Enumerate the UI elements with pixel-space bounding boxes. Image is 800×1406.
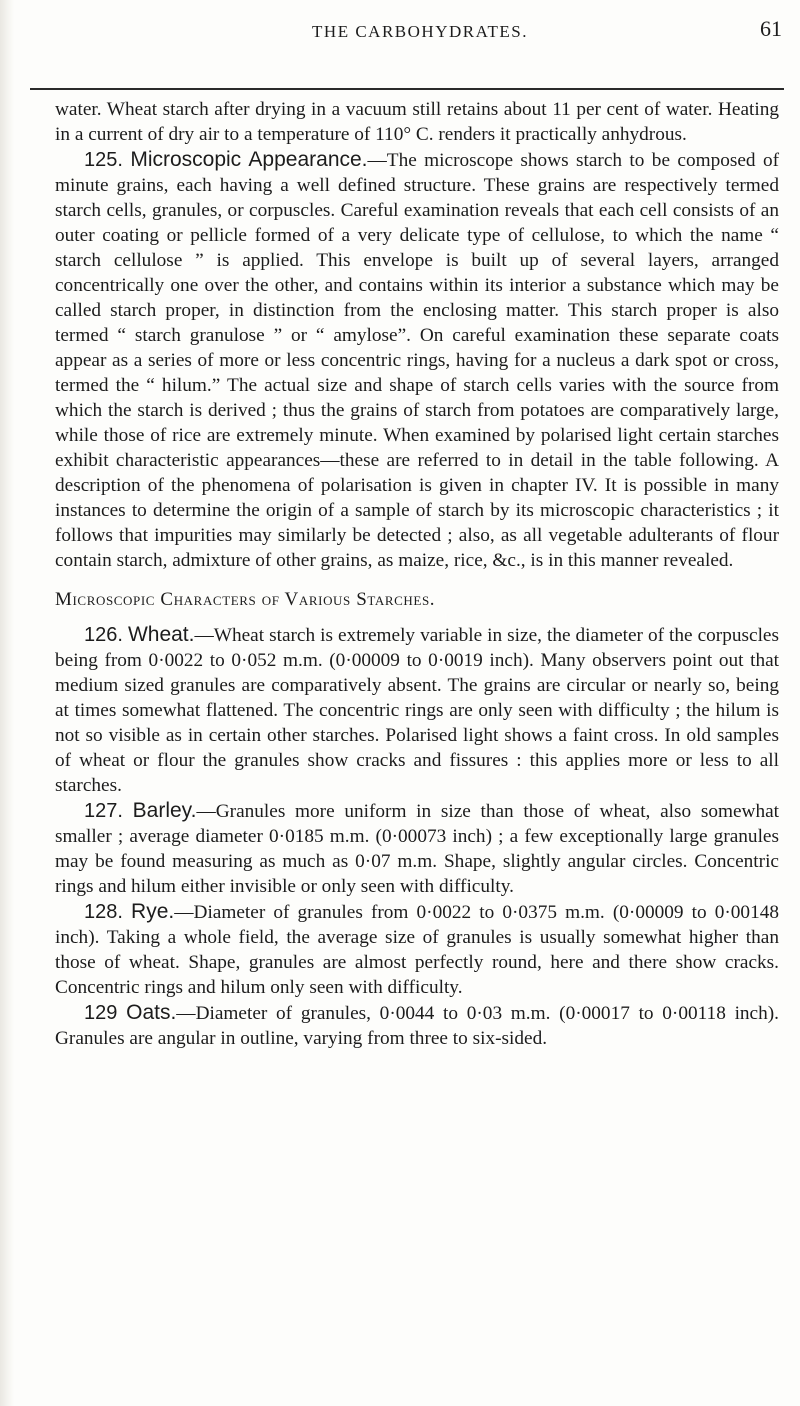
paragraph-127 bbox=[55, 798, 779, 899]
section-number: 129 bbox=[84, 1002, 118, 1024]
paragraph-text: —Diameter of granules from 0·0022 to 0·0375 m.m. (0·00009 to 0·00148 inch). Taking a whole field, the average size of granules is usually somewhat higher than those of wheat. Shape, granules are almost perfectly round, here and there show cracks. Concentric rings and hilum only seen with difficulty. bbox=[55, 902, 779, 998]
paragraph-heading: Wheat. bbox=[127, 623, 195, 646]
running-title: THE CARBOHYDRATES. bbox=[312, 22, 528, 41]
section-number: 125. bbox=[84, 149, 123, 171]
paragraph-129 bbox=[55, 1000, 779, 1051]
section-number: 126. bbox=[84, 624, 123, 646]
page-gutter-shadow bbox=[0, 0, 14, 1406]
section-number: 128. bbox=[84, 901, 123, 923]
page-number: 61 bbox=[760, 16, 782, 41]
paragraph-heading: Microscopic Appearance. bbox=[130, 148, 368, 171]
paragraph-heading: Rye. bbox=[131, 900, 175, 923]
header-rule bbox=[30, 88, 784, 90]
paragraph-continuation: water. Wheat starch after drying in a vacuum still retains about 11 per cent of water. Heating in a current of dry air to a temperature of 110° C. renders it practically anhydrous. bbox=[55, 99, 779, 145]
paragraph-text: —Diameter of granules, 0·0044 to 0·03 m.m. (0·00017 to 0·00118 inch). Granules are angular in outline, varying from three to six-sided. bbox=[55, 1003, 780, 1049]
paragraph-heading: Oats. bbox=[126, 1001, 177, 1024]
paragraph-text: —Granules more uniform in size than those of wheat, also somewhat smaller ; average diameter 0·0185 m.m. (0·00073 inch) ; a few exceptionally large granules may be found measuring as much as 0·07 m.m. Shape, slightly angular circles. Concentric rings and hilum either invisible or only seen with difficulty. bbox=[55, 801, 779, 897]
paragraph-128 bbox=[55, 899, 779, 1000]
paragraph-text: —The microscope shows starch to be composed of minute grains, each having a well defined structure. These grains are respectively termed starch cells, granules, or corpuscles. Careful examination reveals that each cell consists of an outer coating or pellicle formed of a very delicate type of cellulose, to which the name “ starch cellulose ” is applied. This envelope is built up of several layers, arranged concentrically one over the other, and contains within its interior a substance which may be called starch proper, in distinction from the enclosing matter. This starch proper is also termed “ starch granulose ” or “ amylose”. On careful examination these separate coats appear as a series of more or less concentric rings, having for a nucleus a dark spot or cross, termed the “ hilum.” The actual size and shape of starch cells varies with the source from which the starch is derived ; thus the grains of starch from potatoes are comparatively large, while those of rice are extremely minute. When examined by polarised light certain starches exhibit characteristic appearances—these are referred to in detail in the table following. A description of the phenomena of polarisation is given in chapter IV. It is possible in many instances to determine the origin of a sample of starch by its microscopic characteristics ; it follows that impurities may similarly be detected ; also, as all vegetable adulterants of flour contain starch, admixture of other grains, as maize, rice, &c., is in this manner revealed. bbox=[55, 150, 780, 571]
section-heading: Microscopic Characters of Various Starches. bbox=[55, 589, 436, 610]
paragraph-125 bbox=[55, 147, 779, 573]
page-header bbox=[30, 14, 800, 84]
section-number: 127. bbox=[84, 800, 123, 822]
paragraph-heading: Barley. bbox=[132, 799, 197, 822]
body-text bbox=[55, 97, 779, 1051]
paragraph-text: —Wheat starch is extremely variable in size, the diameter of the corpuscles being from 0·0022 to 0·052 m.m. (0·00009 to 0·0019 inch). Many observers point out that medium sized granules are comparatively absent. The grains are circular or nearly so, being at times somewhat flattened. The concentric rings are only seen with difficulty ; the hilum is not so visible as in certain other starches. Polarised light shows a faint cross. In old samples of wheat or flour the granules show cracks and fissures : this applies more or less to all starches. bbox=[55, 625, 779, 796]
paragraph-126 bbox=[55, 622, 779, 798]
